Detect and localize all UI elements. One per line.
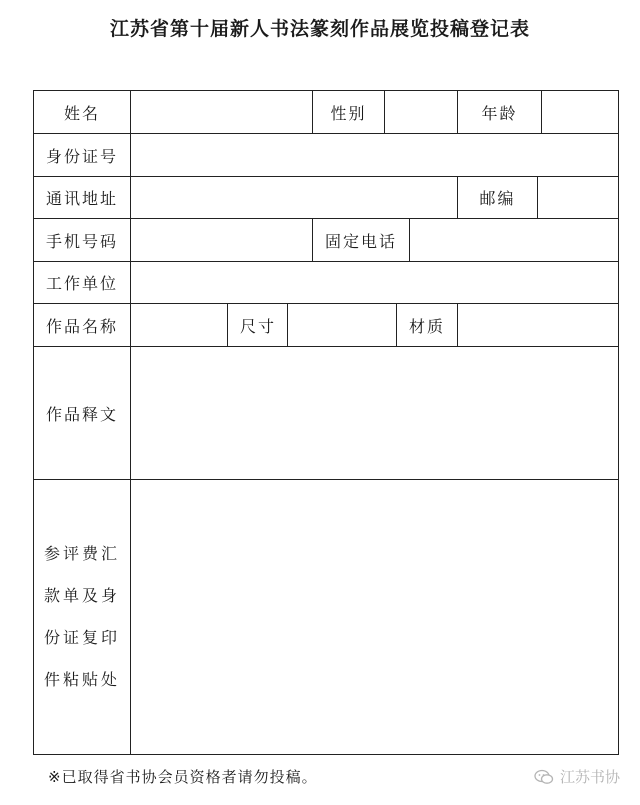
label-age: 年龄 <box>458 91 542 134</box>
label-work-title: 作品名称 <box>34 304 131 347</box>
input-landline[interactable] <box>410 219 618 262</box>
wechat-icon <box>534 769 554 785</box>
input-employer[interactable] <box>131 262 618 304</box>
input-name[interactable] <box>131 91 313 134</box>
footnote: ※已取得省书协会员资格者请勿投稿。 <box>48 768 318 786</box>
receipt-label-line-1: 参评费汇 <box>43 544 120 563</box>
receipt-label-line-3: 份证复印 <box>43 628 120 647</box>
input-gender[interactable] <box>385 91 458 134</box>
receipt-label-line-4: 件粘贴处 <box>43 670 120 689</box>
label-postcode: 邮编 <box>458 177 538 219</box>
label-size: 尺寸 <box>228 304 288 347</box>
label-mobile: 手机号码 <box>34 219 131 262</box>
label-material: 材质 <box>397 304 458 347</box>
watermark-text: 江苏书协 <box>559 768 620 786</box>
input-address[interactable] <box>131 177 458 219</box>
input-material[interactable] <box>458 304 618 347</box>
registration-form <box>33 90 619 755</box>
input-id-number[interactable] <box>131 134 618 177</box>
input-age[interactable] <box>542 91 618 134</box>
label-name: 姓名 <box>34 91 131 134</box>
receipt-paste-area[interactable] <box>131 480 618 754</box>
label-id-number: 身份证号 <box>34 134 131 177</box>
label-employer: 工作单位 <box>34 262 131 304</box>
label-landline: 固定电话 <box>313 219 410 262</box>
input-postcode[interactable] <box>538 177 618 219</box>
input-size[interactable] <box>288 304 397 347</box>
watermark <box>534 766 620 787</box>
label-address: 通讯地址 <box>34 177 131 219</box>
input-interpretation[interactable] <box>131 347 618 480</box>
label-gender: 性别 <box>313 91 385 134</box>
label-receipt-area <box>34 480 131 754</box>
label-interpretation: 作品释文 <box>34 347 131 480</box>
input-work-title[interactable] <box>131 304 228 347</box>
form-title: 江苏省第十届新人书法篆刻作品展览投稿登记表 <box>109 18 530 40</box>
input-mobile[interactable] <box>131 219 313 262</box>
receipt-label-line-2: 款单及身 <box>43 586 120 605</box>
